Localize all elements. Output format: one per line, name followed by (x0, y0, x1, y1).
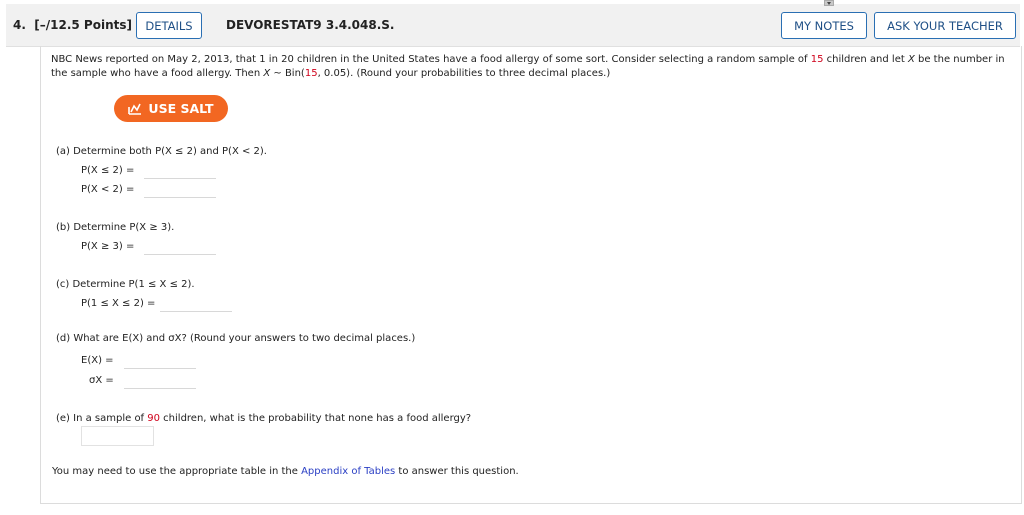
answer-a2-input[interactable] (144, 179, 216, 198)
my-notes-button[interactable]: MY NOTES (781, 12, 867, 39)
answer-d1-input[interactable] (124, 350, 196, 369)
question-intro: NBC News reported on May 2, 2013, that 1 in 20 children in the United States have a food allergy of some sort. Consider selecting a random sample of 15 children and let X be the number in the sample who have a food allergy. Then X ~ Bin(15, 0.05). (Round your probabilities to three decimal places.) (51, 54, 1005, 79)
part-a-label-1: P(X ≤ 2) = (81, 165, 135, 176)
part-d-label-1: E(X) = (81, 355, 114, 366)
part-e-prompt: (e) In a sample of 90 children, what is the probability that none has a food allergy? (56, 413, 472, 424)
salt-icon (128, 102, 142, 116)
question-code: DEVORESTAT9 3.4.048.S. (226, 18, 395, 32)
part-b-label: P(X ≥ 3) = (81, 241, 135, 252)
part-b-prompt: (b) Determine P(X ≥ 3). (56, 222, 175, 233)
ask-teacher-button[interactable]: ASK YOUR TEACHER (874, 12, 1016, 39)
part-c-label: P(1 ≤ X ≤ 2) = (81, 298, 156, 309)
appendix-link[interactable]: Appendix of Tables (301, 466, 396, 477)
answer-e-input[interactable] (81, 426, 154, 446)
points-label: [–/12.5 Points] (34, 18, 132, 32)
question-number: 4. [–/12.5 Points] (13, 18, 132, 32)
part-c-prompt: (c) Determine P(1 ≤ X ≤ 2). (56, 279, 195, 290)
use-salt-button[interactable]: USE SALT (114, 95, 228, 122)
answer-c-input[interactable] (160, 293, 232, 312)
answer-b-input[interactable] (144, 236, 216, 255)
part-d-label-2: σX = (89, 375, 114, 386)
details-button[interactable]: DETAILS (136, 12, 202, 39)
collapse-toggle-icon[interactable] (824, 0, 834, 6)
part-d-prompt: (d) What are E(X) and σX? (Round your answers to two decimal places.) (56, 333, 416, 344)
answer-a1-input[interactable] (144, 160, 216, 179)
part-a-prompt: (a) Determine both P(X ≤ 2) and P(X < 2). (56, 146, 267, 157)
answer-d2-input[interactable] (124, 370, 196, 389)
footer-note: You may need to use the appropriate table in the Appendix of Tables to answer this question. (52, 466, 519, 477)
part-a-label-2: P(X < 2) = (81, 184, 135, 195)
